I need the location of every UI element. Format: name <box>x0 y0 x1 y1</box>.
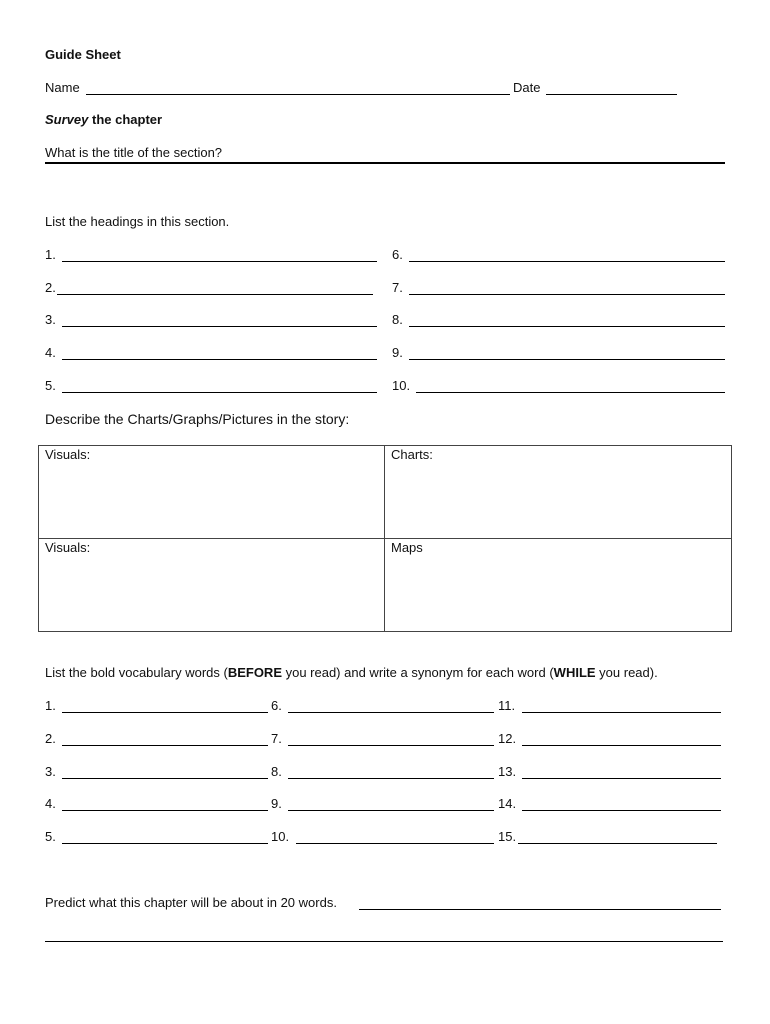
heading-field[interactable] <box>62 326 377 327</box>
name-field[interactable] <box>86 94 510 95</box>
vocab-number: 13. <box>498 764 517 779</box>
heading-field[interactable] <box>409 326 725 327</box>
vocab-number: 6. <box>271 698 282 713</box>
title-question: What is the title of the section? <box>45 145 223 160</box>
vocab-field[interactable] <box>288 810 494 811</box>
heading-field[interactable] <box>57 294 373 295</box>
vocab-field[interactable] <box>288 712 494 713</box>
date-label: Date <box>513 80 541 95</box>
visuals-cell[interactable] <box>39 446 385 539</box>
vocab-field[interactable] <box>62 843 268 844</box>
vocab-number: 7. <box>271 731 282 746</box>
survey-heading-rest: the chapter <box>88 112 163 127</box>
heading-number: 7. <box>392 280 403 295</box>
charts-cell[interactable] <box>385 446 731 539</box>
cell-label: Maps <box>391 540 423 555</box>
heading-number: 9. <box>392 345 403 360</box>
charts-prompt: Describe the Charts/Graphs/Pictures in the story: <box>45 411 350 427</box>
vocab-number: 15. <box>498 829 517 844</box>
vocab-number: 4. <box>45 796 56 811</box>
date-field[interactable] <box>546 94 677 95</box>
heading-field[interactable] <box>62 359 377 360</box>
vocab-number: 2. <box>45 731 56 746</box>
heading-field[interactable] <box>416 392 725 393</box>
vocab-prompt-a: List the bold vocabulary words ( <box>45 665 228 680</box>
vocab-number: 1. <box>45 698 56 713</box>
vocab-field[interactable] <box>296 843 494 844</box>
vocab-prompt-before: BEFORE <box>227 665 282 680</box>
vocab-prompt-d: you read). <box>595 665 658 680</box>
vocab-number: 12. <box>498 731 517 746</box>
visuals-cell[interactable] <box>39 539 385 631</box>
heading-number: 2. <box>45 280 56 295</box>
heading-number: 5. <box>45 378 56 393</box>
vocab-field[interactable] <box>522 712 721 713</box>
vocab-number: 10. <box>271 829 290 844</box>
heading-number: 10. <box>392 378 411 393</box>
heading-field[interactable] <box>409 294 725 295</box>
vocab-number: 3. <box>45 764 56 779</box>
heading-number: 4. <box>45 345 56 360</box>
headings-prompt: List the headings in this section. <box>45 214 230 229</box>
vocab-number: 5. <box>45 829 56 844</box>
vocab-prompt <box>45 665 658 681</box>
vocab-prompt-c: you read) and write a synonym for each word ( <box>281 665 554 680</box>
heading-field[interactable] <box>409 261 725 262</box>
vocab-field[interactable] <box>522 810 721 811</box>
maps-cell[interactable] <box>385 539 731 631</box>
vocab-field[interactable] <box>518 843 717 844</box>
vocab-number: 11. <box>498 698 516 713</box>
vocab-field[interactable] <box>62 810 268 811</box>
vocab-field[interactable] <box>522 745 721 746</box>
survey-heading-italic: Survey <box>45 112 89 127</box>
heading-number: 3. <box>45 312 56 327</box>
vocab-field[interactable] <box>62 712 268 713</box>
heading-number: 6. <box>392 247 403 262</box>
vocab-prompt-while: WHILE <box>553 665 596 680</box>
survey-heading <box>45 112 162 128</box>
heading-number: 8. <box>392 312 403 327</box>
vocab-field[interactable] <box>522 778 721 779</box>
predict-field[interactable] <box>359 909 721 910</box>
predict-prompt: Predict what this chapter will be about in 20 words. <box>45 895 337 910</box>
vocab-number: 14. <box>498 796 517 811</box>
heading-field[interactable] <box>62 261 377 262</box>
visuals-table <box>38 445 732 632</box>
vocab-field[interactable] <box>288 745 494 746</box>
name-label: Name <box>45 80 80 95</box>
cell-label: Visuals: <box>45 540 91 555</box>
vocab-field[interactable] <box>288 778 494 779</box>
predict-field[interactable] <box>45 941 723 942</box>
vocab-number: 8. <box>271 764 282 779</box>
heading-field[interactable] <box>409 359 725 360</box>
vocab-number: 9. <box>271 796 282 811</box>
heading-field[interactable] <box>62 392 377 393</box>
vocab-field[interactable] <box>62 778 268 779</box>
vocab-field[interactable] <box>62 745 268 746</box>
cell-label: Charts: <box>391 447 433 462</box>
cell-label: Visuals: <box>45 447 91 462</box>
page-title: Guide Sheet <box>45 47 121 62</box>
title-answer-field[interactable] <box>45 162 725 164</box>
heading-number: 1. <box>45 247 56 262</box>
